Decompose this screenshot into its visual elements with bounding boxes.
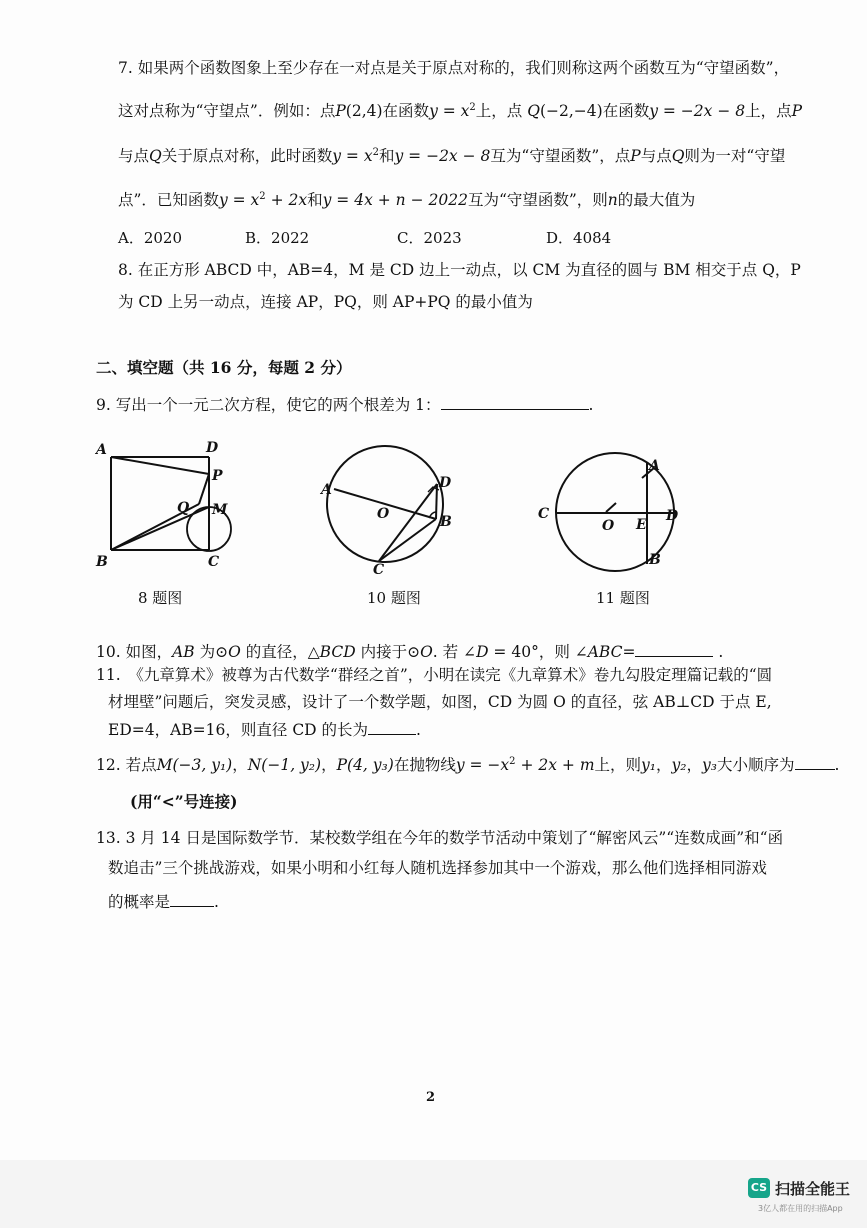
fig8-label-p: P bbox=[212, 468, 223, 484]
section-title-fill-in: 二、填空题（共 16 分，每题 2 分） bbox=[96, 358, 352, 377]
fig8-label-m: M bbox=[212, 502, 228, 518]
figure-8 bbox=[88, 432, 248, 582]
fig11-label-o: O bbox=[602, 518, 615, 534]
q13-answer-blank bbox=[170, 890, 214, 907]
fig8-label-c: C bbox=[208, 554, 220, 570]
fig10-label-a: A bbox=[321, 482, 332, 498]
fig8-label-d: D bbox=[206, 440, 219, 456]
q7-line2: 这对点称为“守望点”．例如：点P(2,4)在函数$y = x^2$上，点 Q(−2,−4)在函数y = −2x − 8上，点P bbox=[118, 102, 803, 121]
q13-line2: 数追击”三个挑战游戏，如果小明和小红每人随机选择参加其中一个游戏，那么他们选择相同游戏 bbox=[108, 859, 767, 877]
fig11-caption: 11 题图 bbox=[596, 589, 650, 607]
q8-line1: 8. 在正方形 ABCD 中，AB=4，M 是 CD 边上一动点，以 CM 为直径的圆与 BM 相交于点 Q，P bbox=[118, 261, 801, 279]
q12-note: (用“<”号连接) bbox=[130, 792, 238, 811]
q9-answer-blank bbox=[441, 393, 589, 410]
q11-answer-blank bbox=[368, 718, 416, 735]
scanner-footer bbox=[0, 1160, 867, 1228]
fig10-caption: 10 题图 bbox=[367, 589, 421, 607]
camscanner-logo-icon: CS bbox=[748, 1178, 770, 1198]
figure-10 bbox=[315, 440, 475, 580]
camscanner-tagline: 3亿人都在用的扫描App bbox=[758, 1204, 843, 1213]
fig10-label-d: D bbox=[439, 475, 452, 491]
fig11-label-b: B bbox=[649, 552, 661, 568]
q10-answer-blank bbox=[635, 640, 713, 657]
q7-option-d: D．4084 bbox=[546, 229, 612, 247]
q10-line: 10. 如图，AB 为⊙O 的直径，△BCD 内接于⊙O. 若 ∠D = 40°，则 ∠ABC= . bbox=[96, 640, 723, 662]
fig11-label-a: A bbox=[649, 458, 660, 474]
fig8-label-a: A bbox=[96, 442, 107, 458]
page-number: 2 bbox=[426, 1090, 436, 1105]
camscanner-name: 扫描全能王 bbox=[775, 1180, 851, 1198]
fig8-label-b: B bbox=[96, 554, 108, 570]
q7-line3: 与点Q关于原点对称，此时函数$y = x^2$和y = −2x − 8互为“守望函数”，点P与点Q则为一对“守望 bbox=[118, 147, 786, 166]
fig8-label-q: Q bbox=[177, 500, 190, 516]
q11-line3: ED=4，AB=16，则直径 CD 的长为 . bbox=[108, 718, 421, 740]
q7-line1: 7. 如果两个函数图象上至少存在一对点是关于原点对称的，我们则称这两个函数互为“守望函数”， bbox=[118, 59, 790, 77]
q11-line2: 材埋壁”问题后，突发灵感，设计了一个数学题，如图，CD 为圆 O 的直径，弦 AB⊥CD 于点 E, bbox=[108, 693, 772, 711]
fig11-label-d: D bbox=[666, 508, 679, 524]
q13-line3: 的概率是 . bbox=[108, 890, 219, 912]
q7-option-b: B．2022 bbox=[245, 229, 310, 247]
q7-line4: 点”．已知函数$y = x^2 + 2x$和y = 4x + n − 2022互为“守望函数”，则n的最大值为 bbox=[118, 191, 696, 210]
fig8-caption: 8 题图 bbox=[138, 589, 183, 607]
q7-option-c: C．2023 bbox=[397, 229, 462, 247]
q12-answer-blank bbox=[795, 753, 835, 770]
q9-line: 9. 写出一个一元二次方程，使它的两个根差为 1： . bbox=[96, 393, 593, 415]
fig11-label-e: E bbox=[636, 517, 647, 533]
figure-11 bbox=[530, 440, 700, 580]
q12-line: 12. 若点M(−3, y₁)，N(−1, y₂)，P(4, y₃)在抛物线$y = -x^2 + 2x + m$上，则y₁，y₂，y₃大小顺序为 . bbox=[96, 752, 839, 775]
fig10-label-c: C bbox=[373, 562, 385, 578]
fig11-label-c: C bbox=[538, 506, 550, 522]
q7-option-a: A．2020 bbox=[118, 229, 183, 247]
fig10-label-b: B bbox=[440, 514, 452, 530]
q13-line1: 13. 3 月 14 日是国际数学节．某校数学组在今年的数学节活动中策划了“解密风云”“连数成画”和“函 bbox=[96, 829, 784, 847]
q8-line2: 为 CD 上另一动点，连接 AP，PQ，则 AP+PQ 的最小值为 bbox=[118, 293, 533, 311]
fig10-label-o: O bbox=[377, 506, 390, 522]
q11-line1: 11. 《九章算术》被尊为古代数学“群经之首”，小明在读完《九章算术》卷九勾股定理篇记载的“圆 bbox=[96, 666, 773, 684]
